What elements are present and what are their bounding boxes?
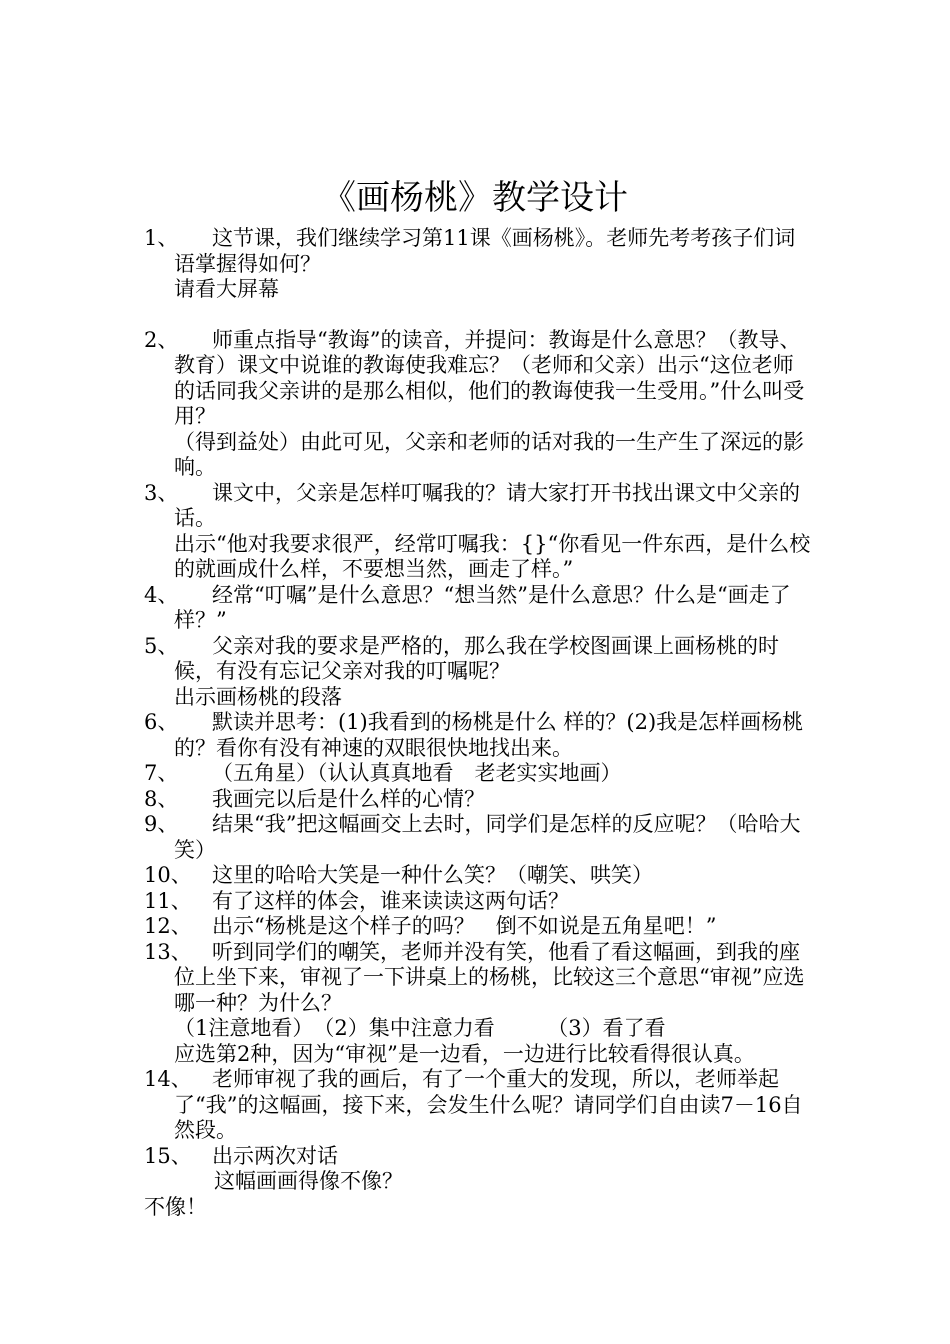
step-number: 5、 bbox=[144, 633, 179, 658]
blank-line bbox=[144, 303, 814, 328]
step-text: 我画完以后是什么样的心情？ bbox=[212, 786, 485, 811]
step-4 bbox=[144, 583, 814, 634]
step-3 bbox=[144, 481, 814, 583]
step-number: 3、 bbox=[144, 480, 179, 505]
dialogue-answer: 不像！ bbox=[144, 1194, 207, 1219]
step-number: 1、 bbox=[144, 226, 179, 250]
step-text: 出示两次对话 bbox=[212, 1143, 338, 1168]
step-text: 这节课，我们继续学习第11课《画杨桃》。老师先考考孩子们词语掌握得如何？ bbox=[174, 226, 796, 276]
step-11 bbox=[144, 889, 814, 915]
step-text: 听到同学们的嘲笑，老师并没有笑，他看了看这幅画，到我的座位上坐下来，审视了一下讲桌上的杨桃，比较这三个意思“审视”应选哪一种？为什么？ bbox=[174, 939, 805, 1015]
step-text: 出示“他对我要求很严，经常叮嘱我：{}“你看见一件东西，是什么校的就画成什么样，不要想当然，画走了样。” bbox=[174, 531, 811, 581]
step-text: 课文中，父亲是怎样叮嘱我的？请大家打开书找出课文中父亲的话。 bbox=[174, 480, 800, 530]
step-10 bbox=[144, 863, 814, 889]
step-13 bbox=[144, 940, 814, 1068]
step-number: 10、 bbox=[144, 863, 192, 887]
step-text: 出示画杨桃的段落 bbox=[174, 684, 342, 709]
step-number: 4、 bbox=[144, 582, 179, 607]
step-number: 14、 bbox=[144, 1067, 192, 1091]
step-number: 9、 bbox=[144, 812, 179, 836]
step-text: 老师审视了我的画后，有了一个重大的发现，所以，老师举起了“我”的这幅画，接下来，会发生什么呢？请同学们自由读7－16自然段。 bbox=[174, 1067, 803, 1142]
step-text: 出示“杨桃是这个样子的吗？ 倒不如说是五角星吧！” bbox=[212, 914, 717, 938]
step-text: 有了这样的体会，谁来读读这两句话？ bbox=[212, 888, 569, 913]
step-9 bbox=[144, 812, 814, 863]
step-7 bbox=[144, 761, 814, 787]
step-number: 15、 bbox=[144, 1143, 192, 1168]
step-number: 8、 bbox=[144, 786, 179, 811]
dialogue-question: 这幅画画得像不像？ bbox=[214, 1169, 403, 1193]
step-number: 2、 bbox=[144, 327, 179, 352]
step-number: 12、 bbox=[144, 914, 192, 938]
step-text: （五角星）（认认真真地看 老老实实地画） bbox=[212, 761, 622, 785]
step-12 bbox=[144, 914, 814, 940]
step-text: 请看大屏幕 bbox=[174, 277, 279, 301]
step-8 bbox=[144, 787, 814, 813]
step-text: 父亲对我的要求是严格的，那么我在学校图画课上画杨桃的时候，有没有忘记父亲对我的叮嘱呢？ bbox=[174, 633, 779, 683]
page-title: 《画杨桃》教学设计 bbox=[322, 178, 628, 218]
step-2 bbox=[144, 328, 814, 481]
step-15 bbox=[144, 1144, 814, 1170]
step-text: 结果“我”把这幅画交上去时，同学们是怎样的反应呢？（哈哈大笑） bbox=[174, 812, 801, 862]
step-text: 这里的哈哈大笑是一种什么笑？（嘲笑、哄笑） bbox=[212, 863, 653, 887]
step-6 bbox=[144, 710, 814, 761]
step-1 bbox=[144, 226, 814, 303]
step-text: （1注意地看） （2）集中注意力看 （3）看了看 bbox=[174, 1016, 666, 1040]
step-14 bbox=[144, 1067, 814, 1144]
step-text: 应选第2种，因为“审视”是一边看，一边进行比较看得很认真。 bbox=[174, 1041, 755, 1066]
step-5 bbox=[144, 634, 814, 711]
step-number: 7、 bbox=[144, 761, 179, 785]
step-number: 11、 bbox=[144, 888, 192, 913]
step-number: 13、 bbox=[144, 939, 192, 964]
step-text: （得到益处）由此可见，父亲和老师的话对我的一生产生了深远的影响。 bbox=[174, 429, 804, 479]
lesson-steps bbox=[144, 226, 814, 1220]
step-number: 6、 bbox=[144, 710, 179, 734]
step-text: 经常“叮嘱”是什么意思？“想当然”是什么意思？什么是“画走了样？” bbox=[174, 582, 791, 632]
step-text: 默读并思考：(1)我看到的杨桃是什么 样的？(2)我是怎样画杨桃的？看你有没有神速的双眼很快地找出来。 bbox=[174, 710, 804, 760]
step-text: 师重点指导“教诲”的读音，并提问：教诲是什么意思？（教导、教育）课文中说谁的教诲使我难忘？（老师和父亲）出示“这位老师的话同我父亲讲的是那么相似，他们的教诲使我一生受用。”什么叫受用？ bbox=[174, 327, 805, 428]
